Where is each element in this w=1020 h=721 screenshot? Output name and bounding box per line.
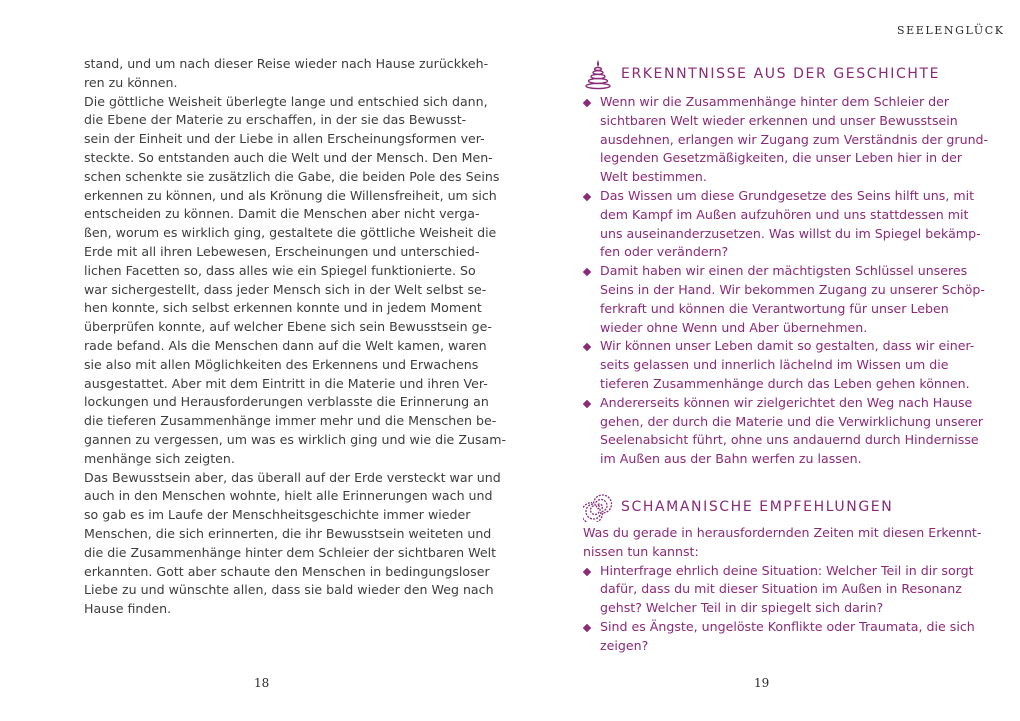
bullet-line: Seelenabsicht führt, ohne uns andauernd durch Hindernisse <box>600 432 979 448</box>
text-line: menhänge sich zeigten. <box>84 450 235 466</box>
intro-line: nissen tun kannst: <box>583 543 699 559</box>
bullet-line: wieder ohne Wenn und Aber übernehmen. <box>600 319 868 335</box>
section-title: ERKENNTNISSE AUS DER GESCHICHTE <box>621 66 941 82</box>
bullet-line: legenden Gesetzmäßigkeiten, die unser Leben hier in der <box>600 150 963 166</box>
right-page <box>510 0 1020 721</box>
page-number-left: 18 <box>254 676 270 690</box>
text-line: die die Zusammenhänge hinter dem Schleier der sichtbaren Welt <box>84 544 497 560</box>
shell-spiral-icon <box>582 491 614 523</box>
bullet-line: seits gelassen und innerlich lächelnd im Wissen um die <box>600 357 949 373</box>
text-line: Hause finden. <box>84 601 172 617</box>
page-number-right: 19 <box>754 676 770 690</box>
bullet-line: zeigen? <box>600 637 649 653</box>
text-line: lichen Facetten so, dass alles wie ein Spiegel funktionierte. So <box>84 262 476 278</box>
section-heading-empfehlungen <box>582 491 893 523</box>
bullet-item <box>583 93 989 187</box>
bullet-line: im Außen aus der Bahn werfen zu lassen. <box>600 451 862 467</box>
bullet-line: Welt bestimmen. <box>600 169 707 185</box>
diamond-bullet-icon <box>583 624 591 632</box>
intro-line: Was du gerade in herausfordernden Zeiten mit diesen Erkennt- <box>583 525 982 540</box>
text-line: steckte. So entstanden auch die Welt und der Mensch. Den Men- <box>84 149 493 165</box>
diamond-bullet-icon <box>583 567 591 575</box>
bullet-line: gehen, der durch die Materie und die Verwirklichung unserer <box>600 413 984 429</box>
diamond-bullet-icon <box>583 400 591 408</box>
text-line: hen konnte, sich selbst erkennen konnte und in jedem Moment <box>84 300 482 316</box>
bullet-line: Hinterfrage ehrlich deine Situation: Welcher Teil in dir sorgt <box>600 562 974 578</box>
text-line: lockungen und Herausforderungen verblasste die Erinnerung an <box>84 394 489 410</box>
text-line: auch in den Menschen wohnte, hielt alle Erinnerungen wach und <box>84 488 493 504</box>
section-erkenntnisse-list <box>583 93 989 469</box>
bullet-line: tieferen Zusammenhänge durch das Leben gehen können. <box>600 375 970 391</box>
text-line: rade befand. Als die Menschen dann auf die Welt kamen, waren <box>84 337 487 353</box>
bullet-line: dem Kampf im Außen aufzuhören und uns stattdessen mit <box>600 206 969 222</box>
text-line: Menschen, die sich erinnerten, die ihr Bewusstsein weiteten und <box>84 525 492 541</box>
bullet-line: Damit haben wir einen der mächtigsten Schlüssel unseres <box>600 263 968 279</box>
text-line: so gab es im Laufe der Menschheitsgeschichte immer wieder <box>84 507 471 523</box>
bullet-line: dafür, dass du mit dieser Situation im Außen in Resonanz <box>600 581 962 597</box>
section-heading-erkenntnisse <box>582 58 940 90</box>
diamond-bullet-icon <box>583 343 591 351</box>
bullet-line: Seins in der Hand. Wir bekommen Zugang zu unserer Schöp- <box>600 281 985 297</box>
bullet-line: sichtbaren Welt wieder erkennen und unser Bewusstsein <box>600 112 958 128</box>
text-line: Das Bewusstsein aber, das überall auf der Erde versteckt war und <box>84 469 501 485</box>
bullet-line: ferkraft und können die Verantwortung für unser Leben <box>600 300 949 316</box>
bullet-line: gehst? Welcher Teil in dir spiegelt sich darin? <box>600 600 884 616</box>
text-line: Liebe zu und wünschte allen, dass sie bald wieder den Weg nach <box>84 582 494 598</box>
diamond-bullet-icon <box>583 193 591 201</box>
text-line: die Ebene der Materie zu erschaffen, in der sie das Bewusst- <box>84 112 467 128</box>
bullet-item <box>583 337 975 393</box>
bullet-line: Wenn wir die Zusammenhänge hinter dem Schleier der <box>600 94 950 109</box>
text-line: gannen zu vergessen, um was es wirklich ging und wie die Zusam- <box>84 431 507 447</box>
bullet-line: uns auseinanderzusetzen. Was willst du im Spiegel bekämp- <box>600 225 981 241</box>
diamond-bullet-icon <box>583 268 591 276</box>
running-header: SEELENGLÜCK <box>897 24 1005 37</box>
section-title: SCHAMANISCHE EMPFEHLUNGEN <box>621 499 894 515</box>
text-line: sein der Einheit und der Liebe in allen Erscheinungsformen ver- <box>84 131 485 147</box>
bullet-line: ausdehnen, erlangen wir Zugang zum Verständnis der grund- <box>600 131 989 147</box>
text-line: ausgestattet. Aber mit dem Eintritt in die Materie und ihren Ver- <box>84 375 488 391</box>
text-line: erkannten. Gott aber schaute den Menschen in bedingungsloser <box>84 563 490 579</box>
bullet-line: Das Wissen um diese Grundgesetze des Seins hilft uns, mit <box>600 187 975 203</box>
text-line: entscheiden zu können. Damit die Menschen aber nicht verga- <box>84 206 480 222</box>
text-line: sie also mit allen Möglichkeiten des Erkennens und Erwachens <box>84 356 479 372</box>
text-line: war sichergestellt, dass jeder Mensch sich in der Welt selbst se- <box>84 281 487 297</box>
bullet-item <box>583 262 985 337</box>
bullet-line: Andererseits können wir zielgerichtet den Weg nach Hause <box>600 394 973 410</box>
text-line: stand, und um nach dieser Reise wieder nach Hause zurückkeh- <box>84 56 489 71</box>
text-line: schen schenkte sie zusätzlich die Gabe, die beiden Pole des Seins <box>84 168 500 184</box>
text-line: überprüfen konnte, auf welcher Ebene sich sein Bewusstsein ge- <box>84 319 492 335</box>
section-empfehlungen-list <box>583 524 982 656</box>
stacked-stones-icon <box>582 58 614 90</box>
text-line: erkennen zu können, und als Krönung die Willensfreiheit, um sich <box>84 187 497 203</box>
bullet-line: fen oder verändern? <box>600 244 729 260</box>
bullet-item <box>583 562 974 618</box>
bullet-item <box>583 394 984 469</box>
bullet-line: Sind es Ängste, ungelöste Konflikte oder Traumata, die sich <box>600 618 975 634</box>
text-line: Die göttliche Weisheit überlegte lange und entschied sich dann, <box>84 93 488 109</box>
text-line: die tieferen Zusammenhänge immer mehr und die Menschen be- <box>84 413 497 429</box>
bullet-item <box>583 618 975 656</box>
diamond-bullet-icon <box>583 99 591 107</box>
text-line: ren zu können. <box>84 74 178 90</box>
text-line: Erde mit all ihren Lebewesen, Erscheinungen und unterschied- <box>84 243 480 259</box>
bullet-item <box>583 187 981 262</box>
bullet-line: Wir können unser Leben damit so gestalten, dass wir einer- <box>600 338 975 354</box>
text-line: ßen, worum es wirklich ging, gestaltete die göttliche Weisheit die <box>84 225 497 241</box>
left-body-text <box>84 55 507 619</box>
